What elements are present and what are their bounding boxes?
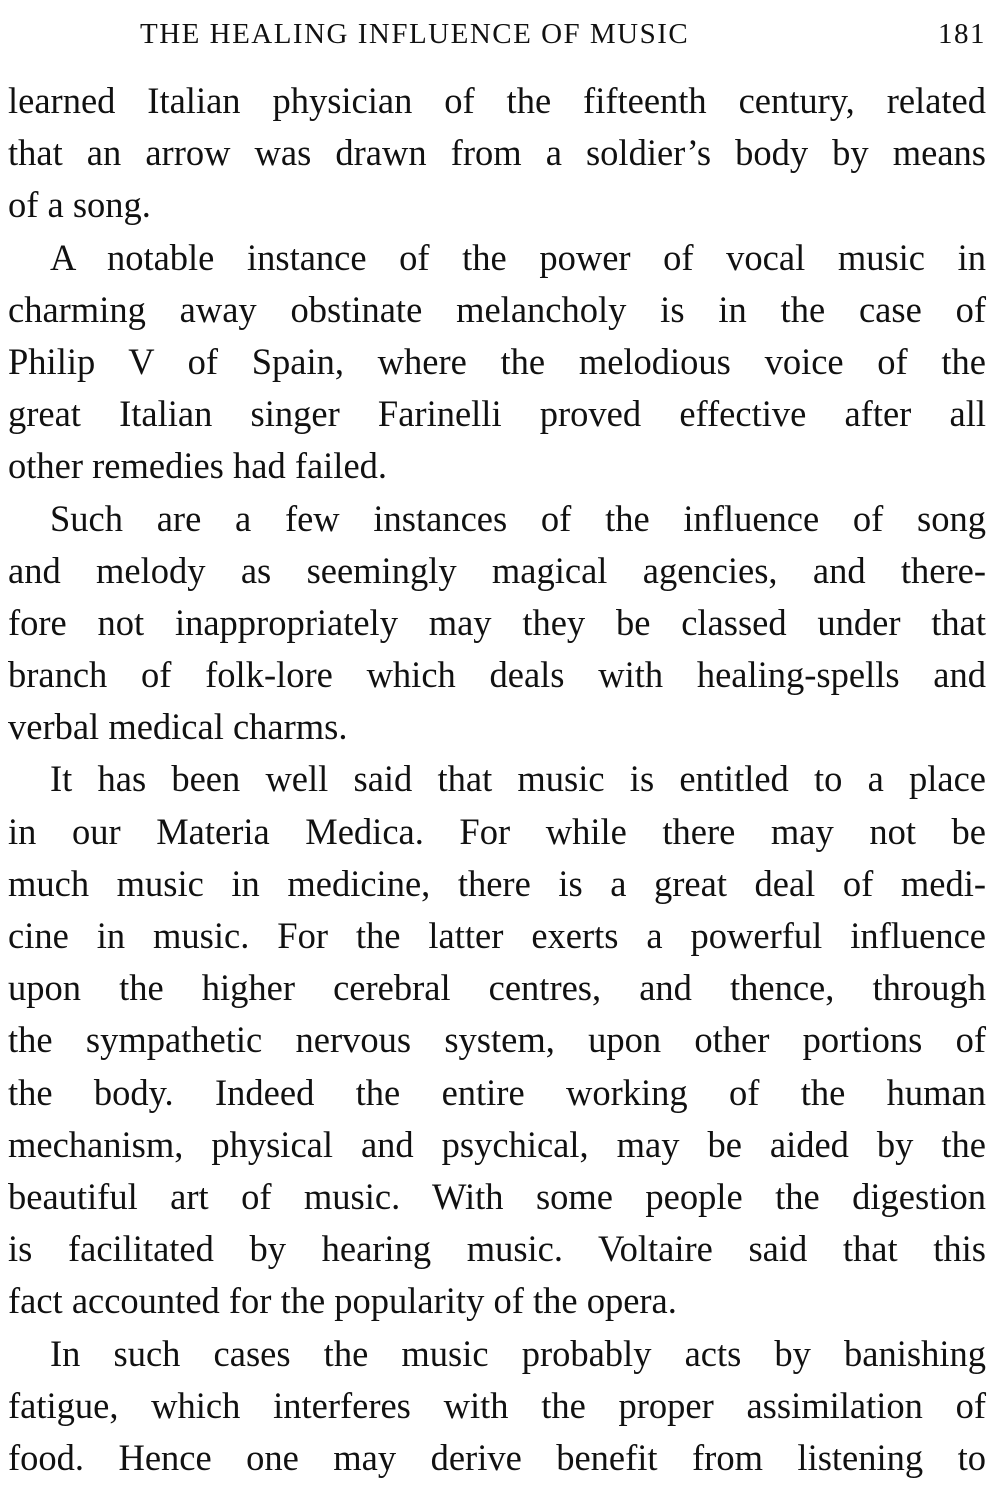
text-line: fact accounted for the popularity of the opera.	[8, 1280, 677, 1322]
text-line: in our Materia Medica. For while there may not be	[8, 810, 986, 852]
text-line: Such are a few instances of the influence of song	[50, 497, 986, 539]
paragraph	[8, 75, 986, 232]
running-head	[8, 14, 986, 54]
text-line: fore not inappropriately may they be classed under that	[8, 601, 986, 643]
text-line: verbal medical charms.	[8, 706, 348, 748]
text-line: and melody as seemingly magical agencies, and there-	[8, 549, 986, 591]
text-line: A notable instance of the power of vocal music in	[50, 236, 986, 278]
paragraph	[8, 753, 986, 1327]
text-line: branch of folk-lore which deals with healing-spells and	[8, 654, 986, 696]
paragraph	[8, 1328, 986, 1485]
body-text	[8, 75, 986, 1484]
text-line: fatigue, which interferes with the proper assimilation of	[8, 1384, 986, 1426]
text-line: that an arrow was drawn from a soldier’s body by means	[8, 132, 986, 174]
text-line: cine in music. For the latter exerts a powerful influence	[8, 915, 986, 956]
running-title: THE HEALING INFLUENCE OF MUSIC	[140, 18, 690, 50]
text-line: much music in medicine, there is a great deal of medi-	[8, 862, 986, 904]
paragraph	[8, 232, 986, 493]
text-line: is facilitated by hearing music. Voltaire said that this	[8, 1228, 986, 1270]
text-line: food. Hence one may derive benefit from listening to	[8, 1436, 986, 1478]
paragraph	[8, 493, 986, 754]
text-line: charming away obstinate melancholy is in the case of	[8, 288, 986, 330]
text-line: other remedies had failed.	[8, 445, 388, 487]
text-line: beautiful art of music. With some people the digestion	[8, 1175, 986, 1217]
text-line: In such cases the music probably acts by banishing	[50, 1332, 986, 1374]
text-line: mechanism, physical and psychical, may be aided by the	[8, 1123, 986, 1165]
text-line: Philip V of Spain, where the melodious voice of the	[8, 340, 986, 382]
text-line: learned Italian physician of the fifteenth century, related	[8, 80, 986, 121]
text-line: great Italian singer Farinelli proved effective after all	[8, 393, 986, 435]
text-line: upon the higher cerebral centres, and thence, through	[8, 967, 986, 1009]
text-line: of a song.	[8, 184, 151, 226]
text-line: It has been well said that music is entitled to a place	[50, 758, 986, 800]
text-line: the body. Indeed the entire working of the human	[8, 1071, 986, 1113]
text-line: the sympathetic nervous system, upon other portions of	[8, 1019, 986, 1061]
page-number: 181	[938, 18, 986, 50]
